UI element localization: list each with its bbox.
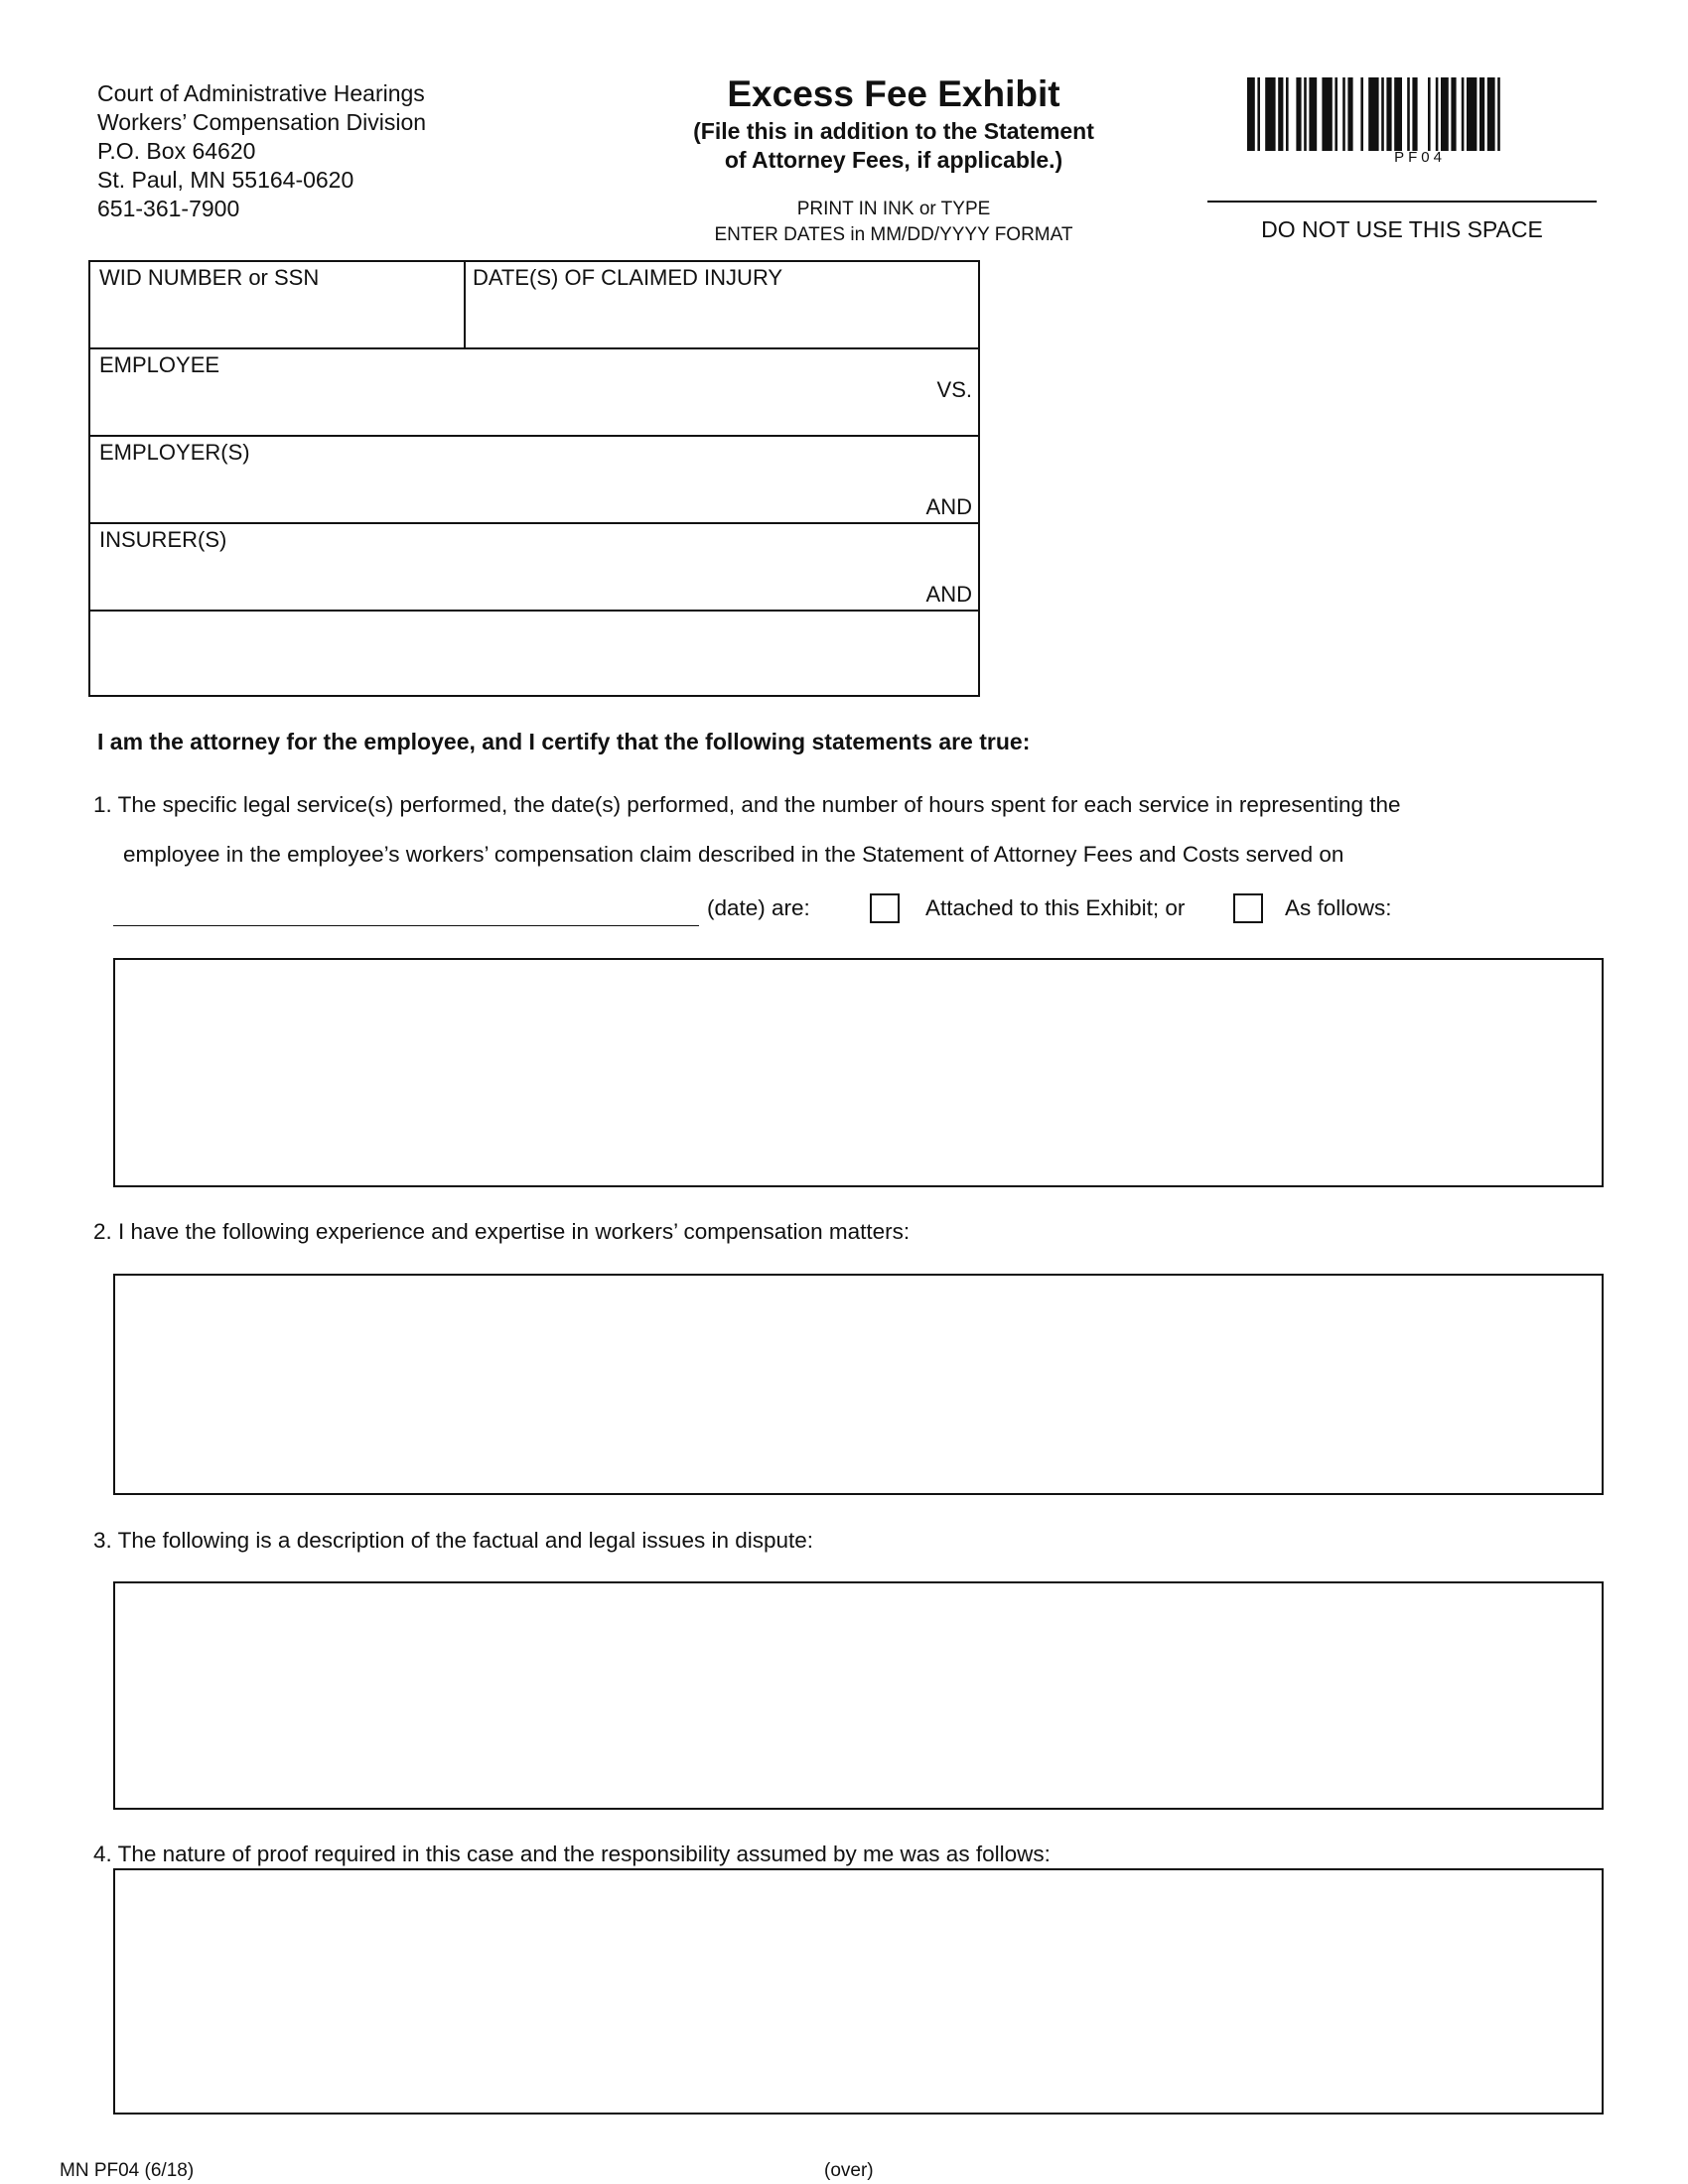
form-title: Excess Fee Exhibit xyxy=(727,73,1060,114)
address-line: Workers’ Compensation Division xyxy=(97,109,427,135)
reserved-divider xyxy=(1207,201,1597,203)
injury-date-field[interactable] xyxy=(473,265,782,291)
caption-row-ids xyxy=(90,262,978,347)
employee-field[interactable] xyxy=(90,347,978,435)
proof-response-box[interactable] xyxy=(113,1868,1604,2115)
wid-field[interactable] xyxy=(99,265,319,291)
caption-divider xyxy=(464,262,466,347)
insurer-field[interactable] xyxy=(90,522,978,610)
address-line: 651-361-7900 xyxy=(97,196,240,221)
date-suffix-label: (date) are: xyxy=(707,895,810,920)
injury-date-label: DATE(S) OF CLAIMED INJURY xyxy=(473,265,783,290)
as-follows-option-label: As follows: xyxy=(1285,895,1392,920)
subtitle-line: of Attorney Fees, if applicable.) xyxy=(724,147,1063,173)
attached-option-label: Attached to this Exhibit; or xyxy=(925,895,1186,920)
item-1-line: employee in the employee’s workers’ compensation claim described in the Statement of Attorney Fees and Costs served on xyxy=(123,842,1344,867)
instruction-line: PRINT IN INK or TYPE xyxy=(796,199,991,219)
issues-response-box[interactable] xyxy=(113,1581,1604,1810)
form-id: MN PF04 (6/18) xyxy=(60,2160,195,2181)
employer-field[interactable] xyxy=(90,435,978,522)
address-line: St. Paul, MN 55164-0620 xyxy=(97,167,354,193)
certify-statement: I am the attorney for the employee, and I certify that the following statements are true: xyxy=(97,729,1031,754)
employee-label: EMPLOYEE xyxy=(99,352,220,377)
form-subtitle xyxy=(596,117,1192,175)
attached-checkbox[interactable] xyxy=(870,893,900,923)
case-caption-box xyxy=(88,260,980,697)
additional-party-field[interactable] xyxy=(90,610,978,695)
experience-response-box[interactable] xyxy=(113,1274,1604,1495)
address-line: P.O. Box 64620 xyxy=(97,138,256,164)
over-note: (over) xyxy=(824,2160,874,2181)
instruction-line: ENTER DATES in MM/DD/YYYY FORMAT xyxy=(714,224,1073,245)
item-1-line: 1. The specific legal service(s) performed, the date(s) performed, and the number of hours spent for each service in representing the xyxy=(93,792,1401,817)
employer-label: EMPLOYER(S) xyxy=(99,440,250,465)
vs-label: VS. xyxy=(936,377,972,402)
wid-label: WID NUMBER or SSN xyxy=(99,265,320,290)
address-line: Court of Administrative Hearings xyxy=(97,80,425,106)
subtitle-line: (File this in addition to the Statement xyxy=(693,118,1094,144)
reserved-space-label: DO NOT USE THIS SPACE xyxy=(1261,216,1543,242)
item-1-text xyxy=(93,780,1603,880)
item-3-text: 3. The following is a description of the factual and legal issues in dispute: xyxy=(93,1528,814,1553)
as-follows-checkbox[interactable] xyxy=(1233,893,1263,923)
item-1-options xyxy=(707,895,810,921)
and-label: AND xyxy=(925,582,972,607)
barcode-label: PF04 xyxy=(1394,149,1446,166)
insurer-label: INSURER(S) xyxy=(99,527,227,552)
item-4-text: 4. The nature of proof required in this case and the responsibility assumed by me was as follows: xyxy=(93,1842,1051,1866)
item-2-text: 2. I have the following experience and expertise in workers’ compensation matters: xyxy=(93,1219,911,1244)
court-address xyxy=(97,79,426,223)
print-instructions xyxy=(596,197,1192,248)
service-date-field[interactable] xyxy=(113,925,699,926)
legal-services-response-box[interactable] xyxy=(113,958,1604,1187)
and-label: AND xyxy=(925,494,972,519)
